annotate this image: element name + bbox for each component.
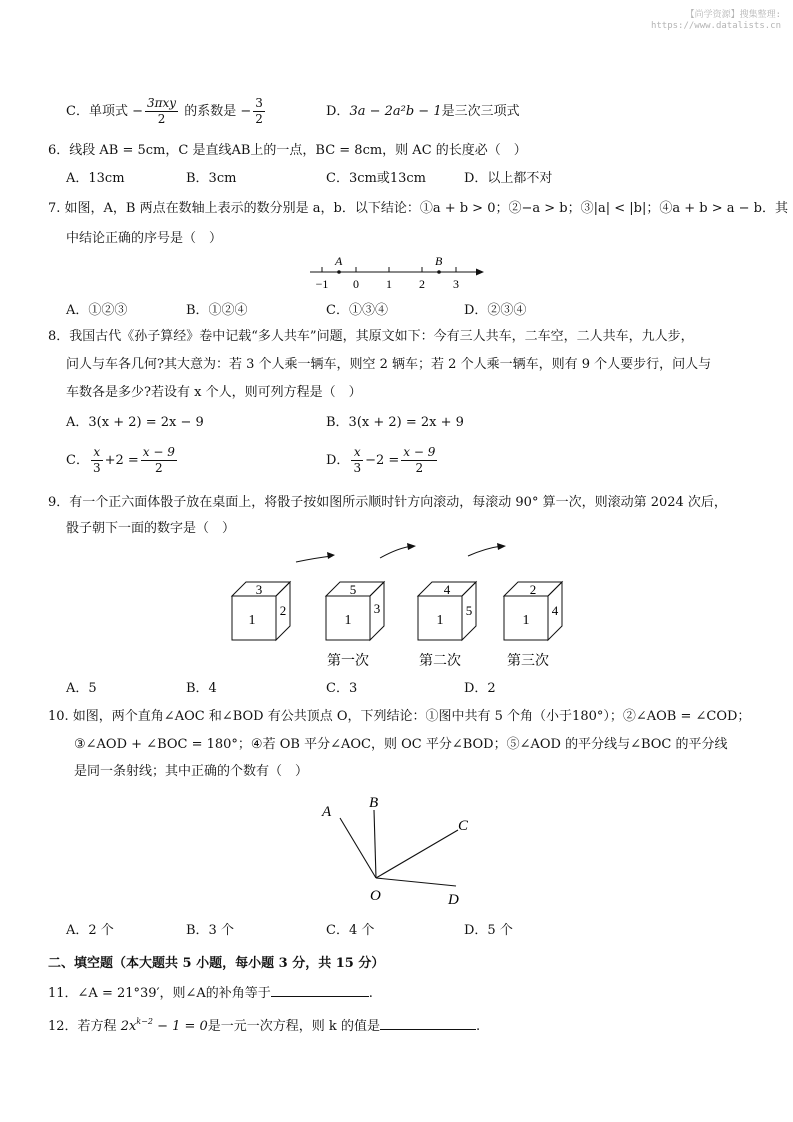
cube-1-top-number: 3	[255, 582, 263, 597]
q9-option-a: A．5	[66, 681, 97, 696]
cube-4-front-number: 1	[522, 613, 530, 628]
q6-option-c: C．3cm或13cm	[326, 171, 426, 186]
roll-arrow-3	[468, 546, 502, 556]
cube-2	[326, 582, 384, 640]
number-line-arrow	[476, 269, 484, 276]
q8-option-b: B．3(x + 2) = 2x + 9	[326, 415, 464, 430]
caption-second-roll: 第二次	[419, 654, 461, 669]
point-b	[437, 270, 441, 274]
q12-eq-exponent: k−2	[136, 1017, 153, 1026]
cube-4	[504, 582, 562, 640]
q11-tail: .	[368, 986, 373, 1001]
q7-stem-line-2: 中结论正确的序号是（ ）	[66, 231, 223, 246]
ray-ob	[374, 810, 376, 878]
cube-3	[418, 582, 476, 640]
q5-option-c	[66, 96, 267, 127]
q8d-op: −2 =	[365, 453, 400, 468]
tick-label-minus-1: −1	[315, 277, 329, 291]
cube-4-top-number: 2	[529, 582, 537, 597]
q10-option-b: B．3 个	[186, 923, 234, 938]
roll-arrow-1-head	[327, 552, 335, 559]
q8d-fraction-2	[401, 445, 437, 476]
tick-label-2: 2	[419, 277, 425, 291]
q12-answer-blank[interactable]	[380, 1017, 476, 1030]
q9-option-b: B．4	[186, 681, 217, 696]
q8-stem-line-3: 车数各是多少?若设有 x 个人，则可列方程是（ ）	[66, 385, 362, 400]
q10-option-d: D．5 个	[464, 923, 513, 938]
q8d-f2-num: x − 9	[403, 445, 436, 459]
label-d: D	[448, 892, 459, 908]
q6-option-a: A．13cm	[66, 171, 125, 186]
tick-label-1: 1	[386, 277, 392, 291]
q10-stem-line-3: 是同一条射线；其中正确的个数有（ ）	[74, 764, 309, 779]
cube-3-front-number: 1	[436, 613, 444, 628]
watermark	[651, 10, 781, 32]
q9-option-c: C．3	[326, 681, 358, 696]
q10-stem-line-2: ③∠AOD + ∠BOC = 180°；④若 OB 平分∠AOC，则 OC 平分∠BOD；⑤∠AOD 的平分线与∠BOC 的平分线	[74, 737, 728, 752]
q8d-fraction-1	[351, 445, 363, 476]
label-o: O	[370, 888, 381, 904]
cube-4-side-number: 4	[551, 603, 559, 618]
point-b-label: B	[435, 256, 443, 268]
q12-equation	[121, 1019, 208, 1034]
label-c: C	[458, 818, 468, 834]
q12-label: 12．若方程	[48, 1019, 117, 1034]
q8d-f1-den: 3	[353, 461, 362, 475]
q9-stem-line-1: 9．有一个正六面体骰子放在桌面上，将骰子按如图所示顺时针方向滚动，每滚动 90° 算一次，则滚动第 2024 次后，	[48, 495, 727, 510]
q7-option-d: D．②③④	[464, 303, 527, 318]
dice-rolling-figure	[220, 540, 580, 675]
tick-label-3: 3	[453, 277, 459, 291]
q9-option-d: D．2	[464, 681, 496, 696]
q5c-val-num: 3	[255, 96, 263, 110]
q7-option-a: A．①②③	[66, 303, 128, 318]
q8c-f1-den: 3	[92, 461, 101, 475]
q5c-coef-num: 3πxy	[147, 96, 177, 110]
q8c-f2-den: 2	[155, 461, 163, 475]
q12-eq-rest: − 1 = 0	[152, 1019, 208, 1034]
q11-answer-blank[interactable]	[271, 984, 369, 997]
q12-mid: 是一元一次方程，则 k 的值是	[207, 1019, 380, 1034]
q12-eq-base: 2x	[120, 1019, 137, 1034]
roll-arrow-2	[380, 546, 412, 558]
cube-2-front-number: 1	[344, 613, 352, 628]
q7-option-b: B．①②④	[186, 303, 248, 318]
cube-1	[232, 582, 290, 640]
point-a-label: A	[335, 256, 343, 268]
q8-option-d	[326, 445, 439, 476]
q8c-op: +2 =	[104, 453, 139, 468]
label-a: A	[322, 804, 332, 820]
q10-option-c: C．4 个	[326, 923, 375, 938]
q5c-coef-den: 2	[157, 112, 166, 126]
watermark-line-2: https://www.datalists.cn	[650, 21, 781, 31]
cube-2-top-number: 5	[349, 582, 357, 597]
q8c-f2-num: x − 9	[142, 445, 175, 459]
q5d-tail: 是三次三项式	[441, 104, 520, 119]
cube-1-front-number: 1	[248, 613, 256, 628]
roll-arrow-1	[296, 556, 332, 562]
ray-oc	[376, 830, 458, 878]
q5c-coef-fraction	[145, 96, 178, 127]
ray-od	[376, 878, 456, 886]
cube-3-side-number: 5	[465, 603, 473, 618]
q6-stem: 6．线段 AB = 5cm，C 是直线AB上的一点，BC = 8cm，则 AC 的长度必（ ）	[48, 143, 527, 158]
angles-figure	[318, 790, 468, 910]
cube-1-side-number: 2	[279, 603, 287, 618]
q7-option-c: C．①③④	[326, 303, 388, 318]
q10-option-a: A．2 个	[66, 923, 114, 938]
cube-3-top-number: 4	[443, 582, 451, 597]
roll-arrow-2-head	[407, 543, 416, 550]
cube-2-side-number: 3	[373, 601, 381, 616]
q8c-fraction-2	[141, 445, 177, 476]
watermark-line-1: 【尚学资源】搜集整理:	[685, 10, 781, 20]
q12-tail: .	[475, 1019, 481, 1034]
section-2-title: 二、填空题（本大题共 5 小题，每小题 3 分，共 15 分）	[48, 956, 385, 971]
point-a	[337, 270, 341, 274]
q8-stem-line-2: 问人与车各几何?其大意为：若 3 个人乘一辆车，则空 2 辆车；若 2 个人乘一辆车，则有 9 个人要步行，问人与	[66, 357, 712, 372]
q8d-f2-den: 2	[415, 461, 424, 475]
ray-oa	[340, 818, 376, 878]
q9-stem-line-2: 骰子朝下一面的数字是（ ）	[66, 521, 236, 536]
number-line-figure	[300, 256, 490, 294]
q5c-val-den: 2	[255, 112, 263, 126]
q5d-expr: 3a − 2a²b − 1	[349, 104, 442, 119]
q8d-f1-num: x	[351, 445, 363, 461]
q10-stem-line-1: 10. 如图，两个直角∠AOC 和∠BOD 有公共顶点 O，下列结论：①图中共有 5 个角（小于180°）；②∠AOB = ∠COD；	[48, 709, 751, 724]
q8-option-c	[66, 445, 179, 476]
q11	[48, 984, 373, 1003]
label-b: B	[369, 795, 379, 811]
q8-option-a: A．3(x + 2) = 2x − 9	[66, 415, 204, 430]
q12	[48, 1013, 480, 1036]
q7-stem-line-1: 7. 如图，A，B 两点在数轴上表示的数分别是 a，b．以下结论：①a + b > 0；②−a > b；③|a| < |b|；④a + b > a − b．其	[48, 201, 788, 216]
tick-label-0: 0	[353, 277, 359, 291]
q8c-fraction-1	[91, 445, 103, 476]
roll-arrow-3-head	[497, 543, 506, 550]
q5d-label: D．	[326, 104, 350, 119]
q5-option-d	[326, 103, 520, 121]
q11-stem: 11．∠A = 21°39′，则∠A的补角等于	[48, 986, 271, 1001]
q8d-label: D．	[326, 453, 350, 468]
caption-first-roll: 第一次	[327, 654, 369, 669]
q5c-val-sign: −	[240, 104, 252, 119]
q6-option-d: D．以上都不对	[464, 171, 553, 186]
q8c-f1-num: x	[91, 445, 103, 461]
q5c-mid: 的系数是	[184, 104, 237, 119]
q5c-label: C．单项式	[66, 104, 128, 119]
q8-stem-line-1: 8．我国古代《孙子算经》卷中记载“多人共车”问题，其原文如下：今有三人共车，二车空，二人共车，九人步，	[48, 329, 694, 344]
caption-third-roll: 第三次	[507, 654, 549, 669]
q5c-coef-sign: −	[132, 104, 143, 119]
q8c-label: C．	[66, 453, 89, 468]
q5c-val-fraction	[253, 96, 265, 127]
q6-option-b: B．3cm	[186, 171, 237, 186]
